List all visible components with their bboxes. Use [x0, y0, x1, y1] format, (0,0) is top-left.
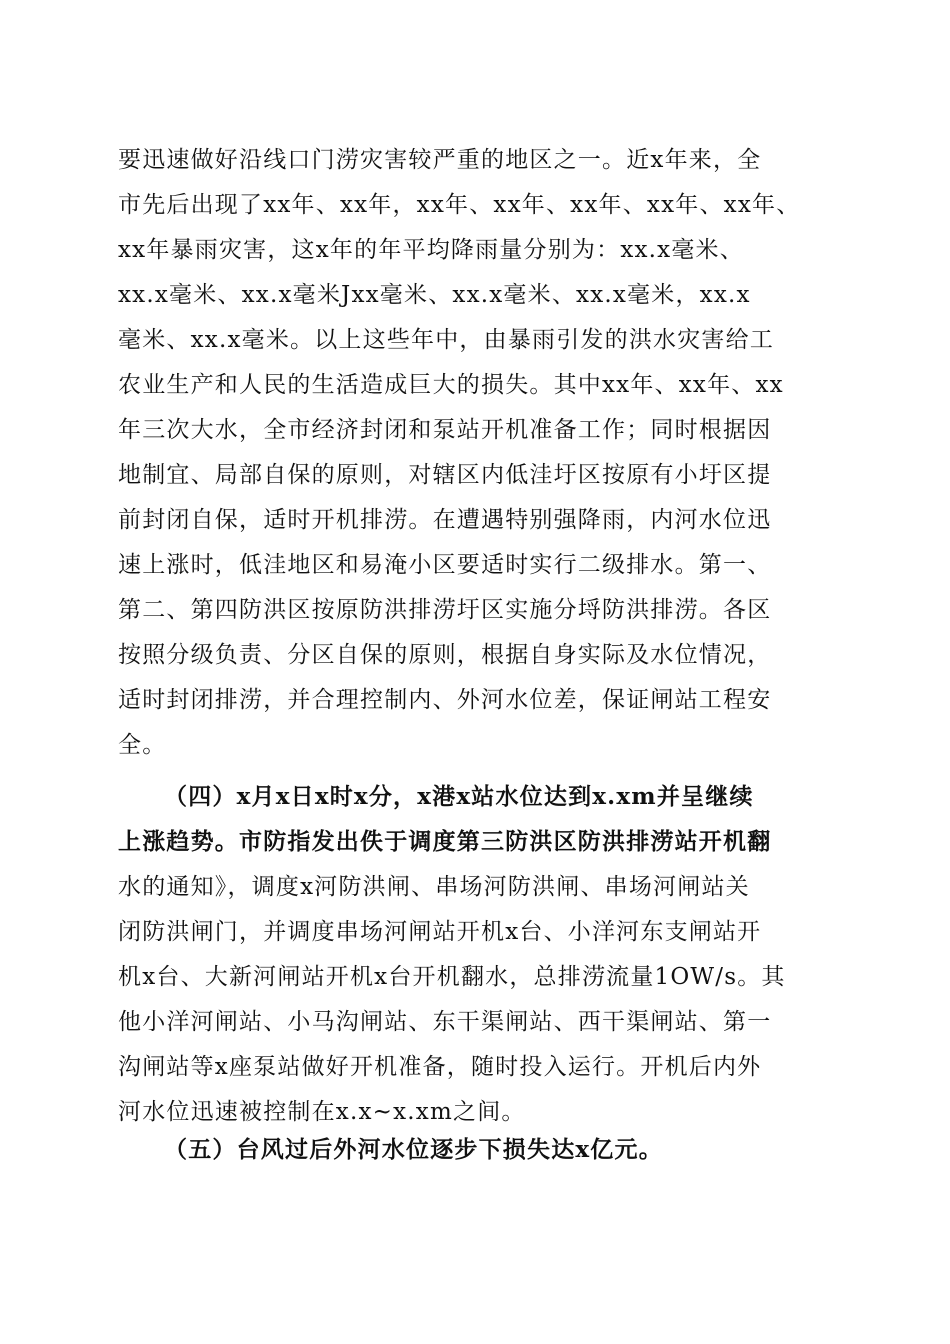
text-line: 上涨趋势。市防指发出佚于调度第三防洪区防洪排涝站开机翻	[118, 828, 772, 855]
text-line: 机x台、大新河闸站开机x台开机翻水，总排涝流量1OW/s。其	[118, 964, 786, 990]
section-heading-four: （四）x月x日x时x分，x港x站水位达到x.xm并呈继续	[164, 783, 754, 810]
text-line: 水的通知》，调度x河防洪闸、串场河防洪闸、串场河闸站关	[118, 874, 750, 900]
text-line: 前封闭自保，适时开机排涝。在遭遇特别强降雨，内河水位迅	[118, 507, 772, 533]
text-line: xx.x毫米、xx.x毫米Jxx毫米、xx.x毫米、xx.x毫米，xx.x	[118, 282, 751, 308]
text-line: 农业生产和人民的生活造成巨大的损失。其中xx年、xx年、xx	[118, 372, 784, 398]
text-line: 沟闸站等x座泵站做好开机准备，随时投入运行。开机后内外	[118, 1054, 762, 1080]
text-line: 速上涨时，低洼地区和易淹小区要适时实行二级排水。第一、	[118, 552, 772, 578]
section-heading-five: （五）台风过后外河水位逐步下损失达x亿元。	[164, 1136, 663, 1163]
text-line: 毫米、xx.x毫米。以上这些年中，由暴雨引发的洪水灾害给工	[118, 327, 775, 353]
text-line: 地制宜、局部自保的原则，对辖区内低洼圩区按原有小圩区提	[118, 462, 772, 488]
text-line: 全。	[118, 732, 167, 758]
text-line: 闭防洪闸门，并调度串场河闸站开机x台、小洋河东支闸站开	[118, 919, 762, 945]
text-line: 要迅速做好沿线口门涝灾害较严重的地区之一。近x年来，全	[118, 147, 762, 173]
text-line: 第二、第四防洪区按原防洪排涝圩区实施分埒防洪排涝。各区	[118, 597, 772, 623]
text-line: 他小洋河闸站、小马沟闸站、东干渠闸站、西干渠闸站、第一	[118, 1009, 772, 1035]
text-line: xx年暴雨灾害，这x年的年平均降雨量分别为：xx.x毫米、	[118, 237, 744, 263]
text-line: 河水位迅速被控制在x.x~x.xm之间。	[118, 1099, 526, 1125]
text-line: 市先后出现了xx年、xx年，xx年、xx年、xx年、xx年、xx年、	[118, 192, 801, 218]
text-line: 按照分级负责、分区自保的原则，根据自身实际及水位情况，	[118, 642, 772, 668]
text-line: 年三次大水，全市经济封闭和泵站开机准备工作；同时根据因	[118, 417, 772, 443]
text-line: 适时封闭排涝，并合理控制内、外河水位差，保证闸站工程安	[118, 687, 772, 713]
